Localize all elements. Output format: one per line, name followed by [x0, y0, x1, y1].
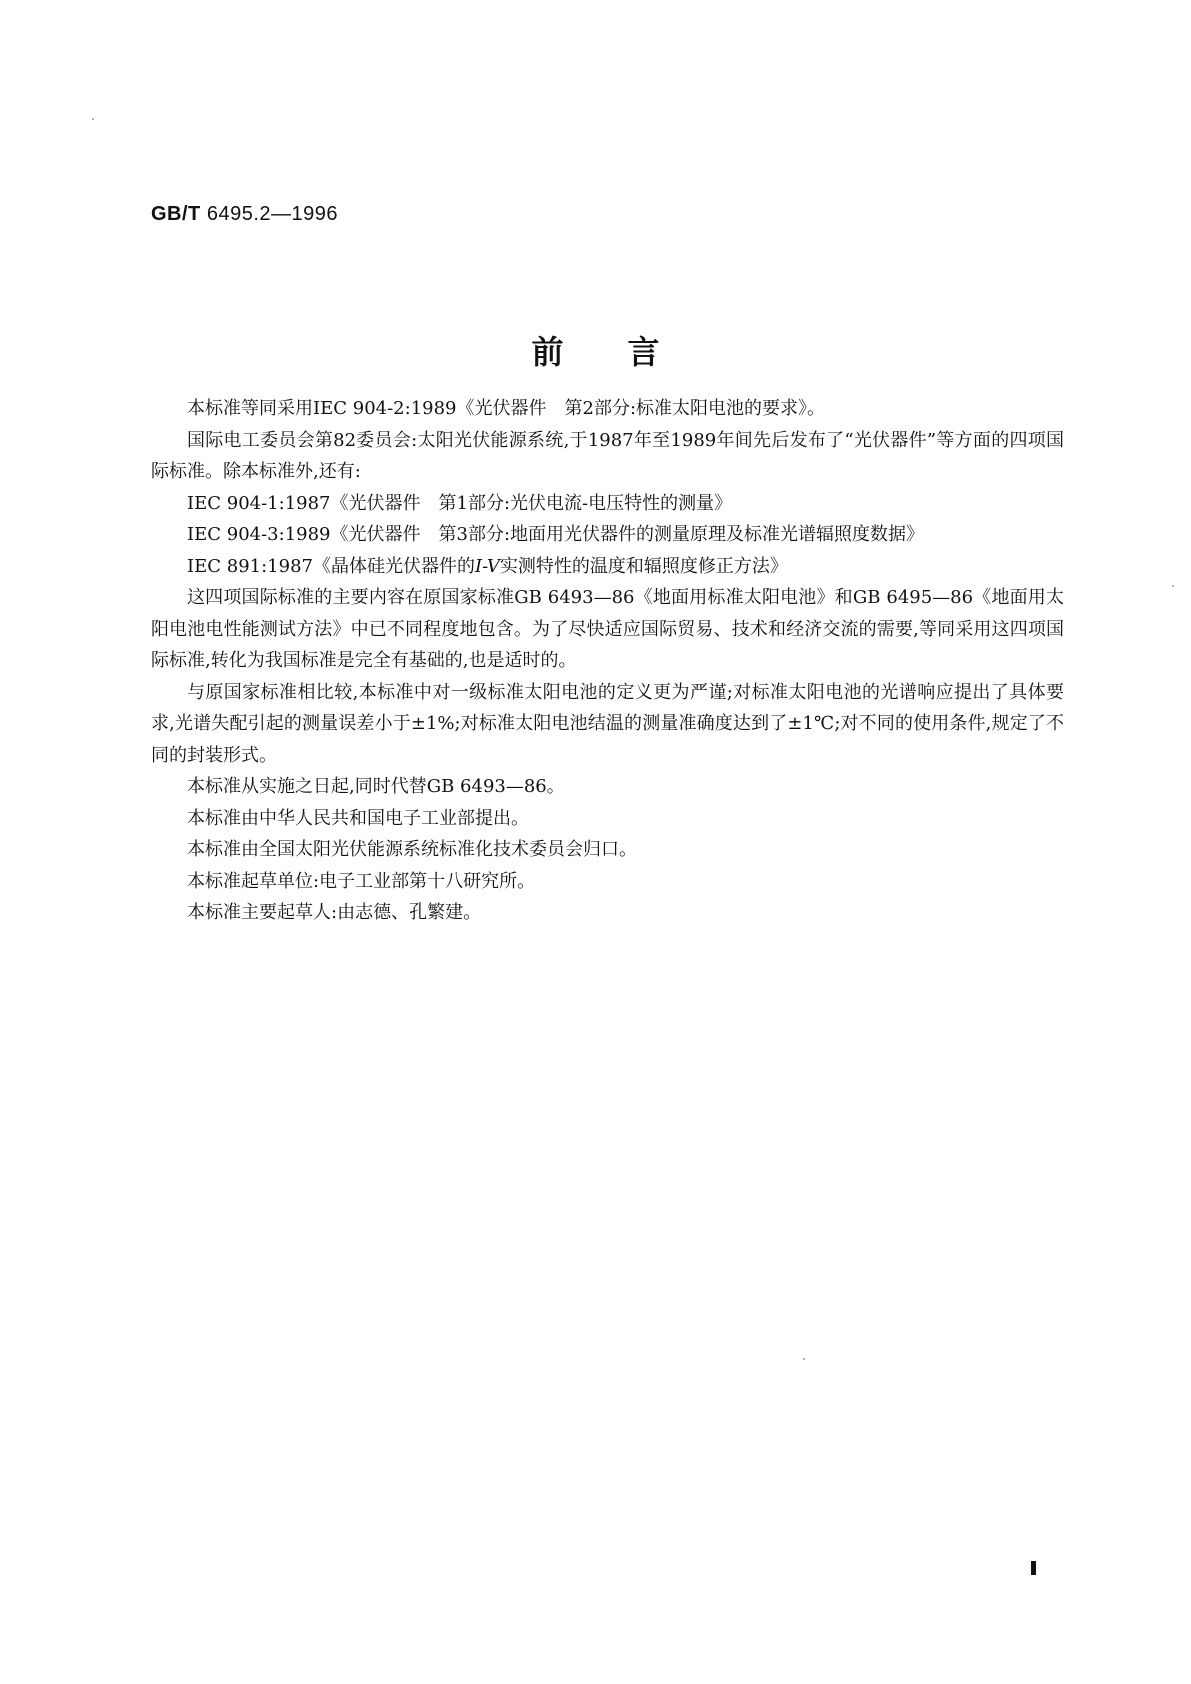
paragraph-national-standards: 这四项国际标准的主要内容在原国家标准GB 6493—86《地面用标准太阳电池》和GB 6495—86《地面用太阳电池电性能测试方法》中已不同程度地包含。为了尽快适应国际贸易、技术和经济交流的需要,等同采用这四项国际标准,转化为我国标准是完全有基础的,也是适时的。: [151, 587, 1064, 671]
iec-891-iv-term: I-V: [474, 555, 500, 577]
standard-prefix: GB/T: [151, 203, 201, 225]
paragraph-iec-891: [151, 551, 1064, 583]
scan-speck: [803, 1358, 805, 1360]
scan-speck: [92, 118, 94, 120]
foreword-body: [151, 393, 1064, 929]
paragraph-iec-background: 国际电工委员会第82委员会:太阳光伏能源系统,于1987年至1989年间先后发布了“光伏器件”等方面的四项国际标准。除本标准外,还有:: [151, 429, 1064, 482]
standard-number: 6495.2—1996: [206, 203, 339, 225]
standard-code: [151, 203, 338, 226]
paragraph-replacement: 本标准从实施之日起,同时代替GB 6493—86。: [187, 776, 565, 797]
paragraph-adoption: 本标准等同采用IEC 904-2:1989《光伏器件 第2部分:标准太阳电池的要求》。: [187, 398, 826, 419]
paragraph-technical-committee: 本标准由全国太阳光伏能源系统标准化技术委员会归口。: [187, 839, 637, 860]
paragraph-iec-904-3: IEC 904-3:1989《光伏器件 第3部分:地面用光伏器件的测量原理及标准光谱辐照度数据》: [187, 524, 925, 545]
iec-891-text-before: IEC 891:1987《晶体硅光伏器件的: [187, 555, 475, 577]
paragraph-drafters: 本标准主要起草人:由志德、孔繁建。: [187, 902, 482, 923]
paragraph-comparison: 与原国家标准相比较,本标准中对一级标准太阳电池的定义更为严谨;对标准太阳电池的光谱响应提出了具体要求,光谱失配引起的测量误差小于±1%;对标准太阳电池结温的测量准确度达到了±1℃;对不同的使用条件,规定了不同的封装形式。: [151, 681, 1064, 766]
page-number-mark: [1031, 1561, 1036, 1575]
paragraph-iec-904-1: IEC 904-1:1987《光伏器件 第1部分:光伏电流-电压特性的测量》: [187, 492, 733, 514]
page-title: 前言: [531, 333, 724, 371]
paragraph-proposer: 本标准由中华人民共和国电子工业部提出。: [187, 807, 529, 829]
scan-speck: [1172, 585, 1174, 587]
paragraph-drafting-unit: 本标准起草单位:电子工业部第十八研究所。: [187, 870, 536, 892]
iec-891-text-after: 实测特性的温度和辐照度修正方法》: [499, 555, 788, 577]
